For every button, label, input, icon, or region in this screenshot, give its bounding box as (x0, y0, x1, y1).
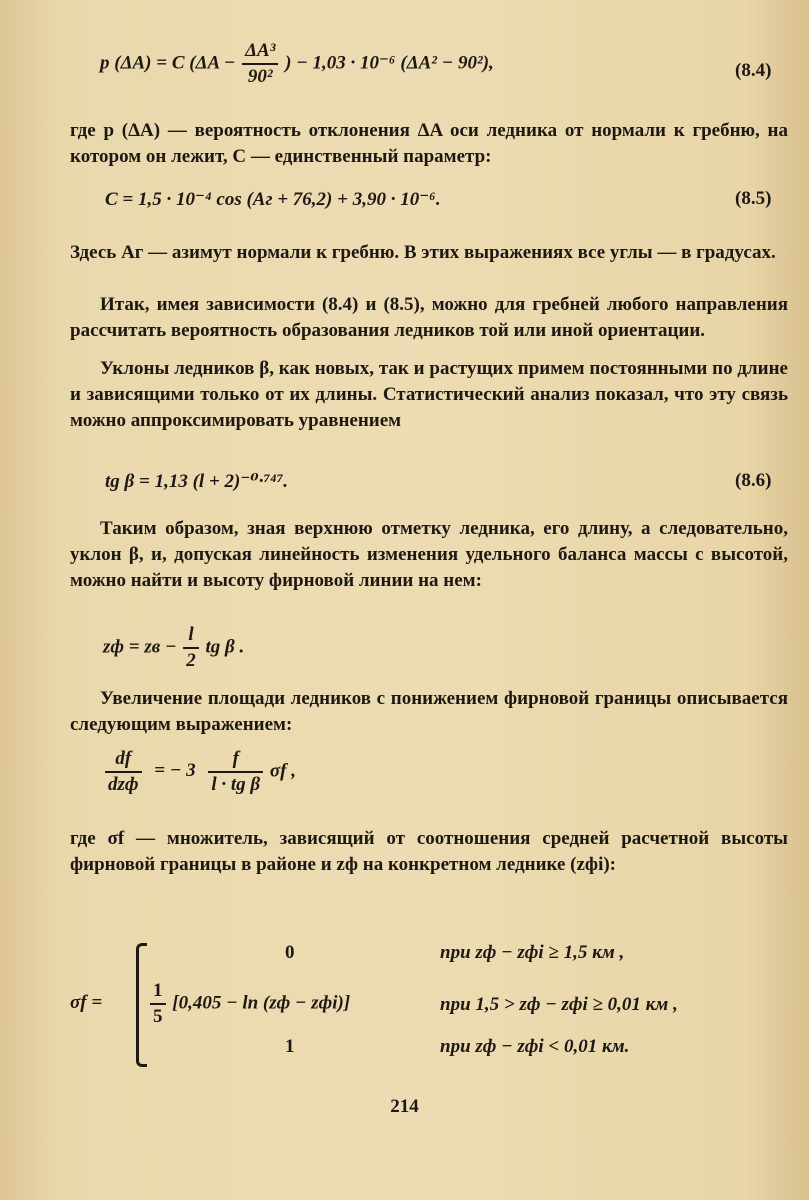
equation-8-4-fraction (242, 40, 278, 88)
equation-8-4-rhs: ) − 1,03 · 10⁻⁶ (ΔA² − 90²), (285, 52, 494, 74)
equation-8-5: C = 1,5 · 10⁻⁴ cos (Aг + 76,2) + 3,90 · 10⁻⁶. (105, 189, 441, 210)
equation-number-8-4: (8.4) (735, 60, 772, 81)
equation-8-6: tg β = 1,13 (l + 2)⁻⁰·⁷⁴⁷. (105, 471, 289, 492)
equation-8-4 (100, 40, 494, 88)
case-1-condition: при zф − zфi ≥ 1,5 км , (440, 942, 625, 963)
case-2-condition: при 1,5 > zф − zфi ≥ 0,01 км , (440, 994, 678, 1015)
paragraph-dependencies: Итак, имея зависимости (8.4) и (8.5), можно для гребней любого направления рассчитать вероятность образования ледников той или иной ориентации. (70, 294, 788, 341)
fraction-denominator: 5 (153, 1006, 163, 1027)
equation-derivative-rhs: σf , (269, 760, 296, 782)
paragraph-slopes: Уклоны ледников β, как новых, так и растущих примем постоянными по длине и зависящими только от их длины. Статистический анализ показал, что эту связь можно аппроксимировать уравнением (70, 358, 788, 431)
fraction-denominator: 90² (247, 66, 273, 87)
equation-8-4-lhs: p (ΔA) = C (ΔA − (100, 52, 236, 74)
fraction-numerator: ΔA³ (242, 40, 278, 65)
sigma-lhs: σf = (70, 992, 103, 1013)
case-2-expression (148, 980, 350, 1028)
equation-number-8-6: (8.6) (735, 470, 772, 491)
equation-derivative-mid: = − 3 (154, 760, 196, 782)
equation-area-derivative (103, 748, 296, 796)
paragraph-azimuth: Здесь Aг — азимут нормали к гребню. В этих выражениях все углы — в градусах. (70, 242, 776, 263)
equation-firn-height-rhs: tg β . (205, 636, 245, 658)
case-3-value: 1 (285, 1036, 295, 1057)
equation-number-8-5: (8.5) (735, 188, 772, 209)
equation-firn-height-lhs: zф = zв − (103, 636, 177, 658)
fraction-numerator: df (105, 748, 142, 773)
paragraph-firn-line: Таким образом, зная верхнюю отметку ледника, его длину, а следовательно, уклон β, и, допуская линейность изменения удельного баланса массы с высотой, можно найти и высоту фирновой линии на нем: (70, 518, 788, 591)
case-2-value: [0,405 − ln (zф − zфi)] (172, 992, 351, 1014)
page-number: 214 (390, 1096, 419, 1117)
paragraph-probability: где p (ΔA) — вероятность отклонения ΔA оси ледника от нормали к гребню, на котором он лежит, C — единственный параметр: (70, 120, 788, 167)
case-3-condition: при zф − zфi < 0,01 км. (440, 1036, 630, 1057)
equation-firn-height (103, 624, 244, 672)
equation-derivative-fraction-2 (208, 748, 263, 796)
case-1-value: 0 (285, 942, 295, 963)
equation-firn-height-fraction (183, 624, 199, 672)
paragraph-sigma-multiplier: где σf — множитель, зависящий от соотношения средней расчетной высоты фирновой границы в районе и zф на конкретном леднике (zфi): (70, 828, 788, 875)
fraction-denominator: l · tg β (211, 774, 261, 795)
case-2-fraction (150, 980, 166, 1028)
fraction-numerator: l (183, 624, 199, 649)
piecewise-brace (136, 943, 147, 1067)
fraction-denominator: 2 (186, 650, 196, 671)
fraction-numerator: 1 (150, 980, 166, 1005)
paragraph-area-increase: Увеличение площади ледников с понижением фирновой границы описывается следующим выражением: (70, 688, 788, 735)
fraction-numerator: f (208, 748, 263, 773)
equation-derivative-fraction (105, 748, 142, 796)
fraction-denominator: dzф (108, 774, 139, 795)
